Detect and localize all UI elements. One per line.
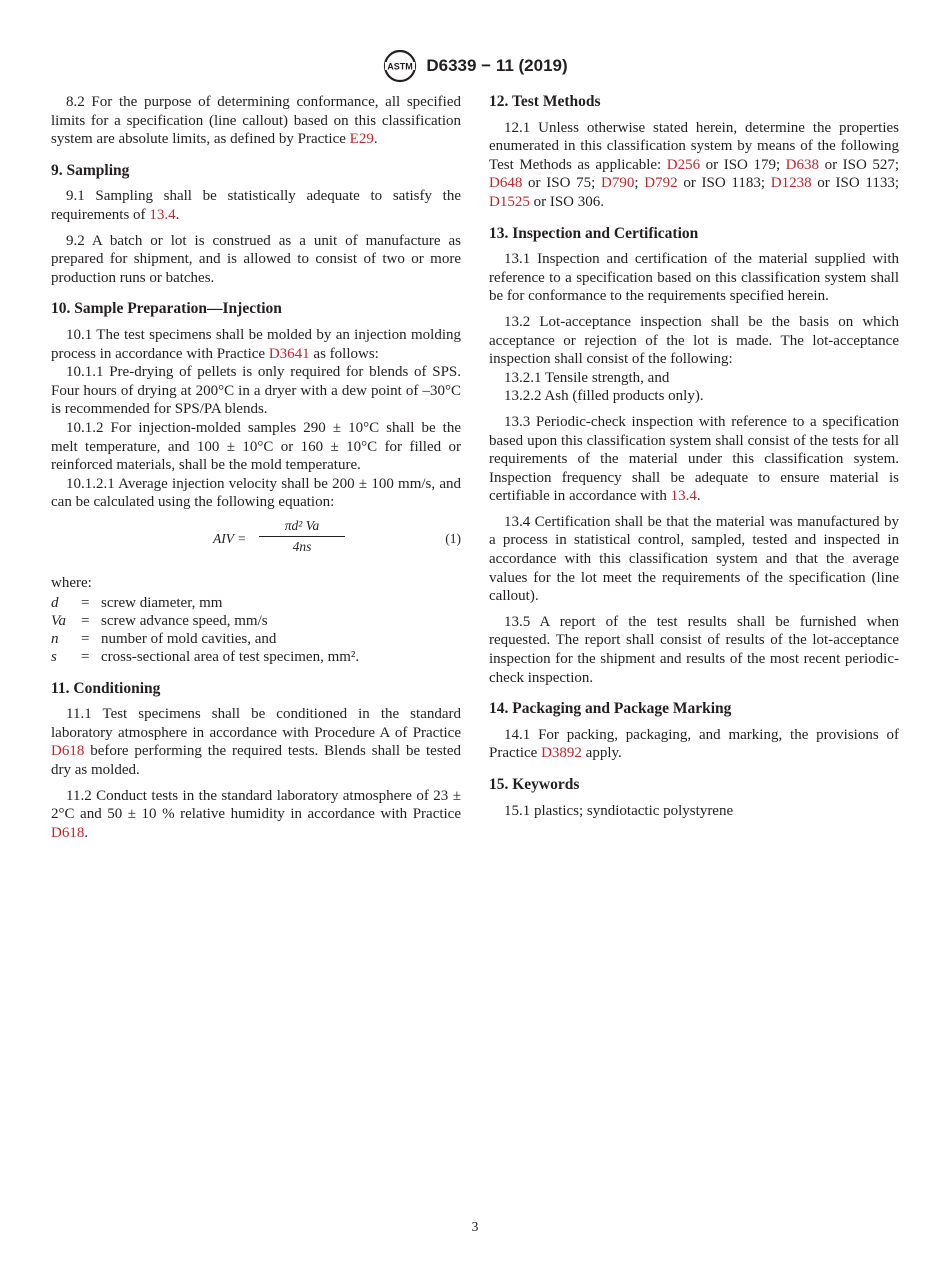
definition-row: n = number of mold cavities, and	[51, 631, 277, 648]
definition-row: Va = screw advance speed, mm/s	[51, 613, 268, 630]
paragraph-11-1: 11.1 Test specimens shall be conditioned in the standard laboratory atmosphere in accordance with Procedure A of Practice D618 before performing the required tests. Blends shall be tested dry as molded.	[51, 706, 461, 779]
ref-link-d618[interactable]: D618	[51, 824, 85, 841]
paragraph-13-2: 13.2 Lot-acceptance inspection shall be the basis on which acceptance or rejection of the lot is made. The lot-acceptance inspection shall consist of the following:	[489, 313, 899, 368]
left-column	[51, 93, 461, 842]
svg-text:ASTM: ASTM	[387, 61, 414, 72]
ref-link-d1525[interactable]: D1525	[489, 193, 530, 210]
equation-fraction	[259, 518, 345, 555]
ref-link-d3892[interactable]: D3892	[541, 745, 582, 762]
paragraph-14-1: 14.1 For packing, packaging, and marking, the provisions of Practice D3892 apply.	[489, 726, 899, 762]
paragraph-10-1-2: 10.1.2 For injection-molded samples 290 ± 10°C shall be the melt temperature, and 100 ± 10°C or 160 ± 10°C for filled or reinforced materials, shall be the mold temperature.	[51, 419, 461, 474]
paragraph-13-4: 13.4 Certification shall be that the material was manufactured by a process in statistical control, sampled, tested and inspected in accordance with this classification system and that the average values for the lot meet the requirements of the specification (line callout).	[489, 513, 899, 605]
ref-link-d618[interactable]: D618	[51, 743, 85, 760]
paragraph-8-2: 8.2 For the purpose of determining conformance, all specified limits for a specification (line callout) based on this classification system are absolute limits, as defined by Practice E29.	[51, 94, 461, 148]
ref-link-d792[interactable]: D792	[644, 175, 678, 192]
equation-numerator: πd² Va	[259, 518, 345, 537]
definition-row: s = cross-sectional area of test specimen, mm².	[51, 648, 360, 665]
paragraph-11-2: 11.2 Conduct tests in the standard laboratory atmosphere of 23 ± 2°C and 50 ± 10 % relative humidity in accordance with Practice D618.	[51, 787, 461, 841]
paragraph-13-1: 13.1 Inspection and certification of the material supplied with reference to a specification based on this classification system shall be for conformance to the requirements specified herein.	[489, 251, 899, 305]
ref-link-13-4[interactable]: 13.4	[149, 206, 176, 223]
ref-link-d638[interactable]: D638	[785, 156, 820, 173]
page-header	[0, 48, 950, 84]
ref-link-d790[interactable]: D790	[601, 175, 635, 192]
paragraph-13-5: 13.5 A report of the test results shall be furnished when requested. The report shall consist of results of the lot-acceptance inspection for the shipment and results of the most recent periodic-check inspection.	[489, 613, 899, 686]
right-column	[489, 93, 899, 820]
equation-aiv	[51, 518, 461, 566]
page-number: 3	[471, 1219, 479, 1234]
paragraph-12-1: 12.1 Unless otherwise stated herein, determine the properties enumerated in this classification system by means of the following Test Methods as applicable: D256 or ISO 179; D638 or ISO 527; D648 or ISO 75; D790; D792 or ISO 1183; D1238 or ISO 1133; D1525 or ISO 306.	[489, 119, 899, 210]
ref-link-e29[interactable]: E29	[349, 131, 374, 148]
paragraph-13-2-1: 13.2.1 Tensile strength, and	[504, 369, 670, 386]
definition-row: d = screw diameter, mm	[51, 595, 223, 612]
paragraph-10-1: 10.1 The test specimens shall be molded by an injection molding process in accordance with Practice D3641 as follows:	[51, 326, 461, 362]
ref-link-d3641[interactable]: D3641	[268, 345, 310, 362]
equation-denominator: 4ns	[292, 538, 312, 554]
ref-link-d1238[interactable]: D1238	[770, 175, 812, 192]
paragraph-13-2-2: 13.2.2 Ash (filled products only).	[504, 388, 704, 405]
paragraph-13-3: 13.3 Periodic-check inspection with reference to a specification based upon this classification system shall consist of the tests for all requirements of the material under this classification system. Inspection frequency shall be adequate to ensure material is certifiable in accordance with 13.4.	[489, 413, 899, 505]
equation-lhs: AIV =	[213, 530, 247, 546]
ref-link-d648[interactable]: D648	[489, 175, 523, 192]
ref-link-d256[interactable]: D256	[666, 156, 701, 173]
section-heading-sampling: 9. Sampling	[51, 161, 130, 179]
where-label: where:	[51, 574, 92, 591]
section-heading-inspection-certification: 13. Inspection and Certification	[489, 224, 699, 242]
paragraph-9-1: 9.1 Sampling shall be statistically adequate to satisfy the requirements of 13.4.	[51, 188, 461, 223]
paragraph-9-2: 9.2 A batch or lot is construed as a unit of manufacture as prepared for shipment, and is allowed to consist of two or more production runs or batches.	[51, 232, 461, 286]
ref-link-13-4[interactable]: 13.4	[670, 488, 697, 505]
section-heading-conditioning: 11. Conditioning	[51, 679, 161, 697]
section-heading-test-methods: 12. Test Methods	[489, 93, 601, 110]
equation-number: (1)	[445, 530, 461, 546]
astm-logo-icon	[382, 48, 418, 84]
paragraph-10-1-1: 10.1.1 Pre-drying of pellets is only required for blends of SPS. Four hours of drying at 200°C in a dryer with a dew point of –30°C is recommended for SPS/PA blends.	[51, 364, 461, 418]
paragraph-15-1: 15.1 plastics; syndiotactic polystyrene	[504, 802, 734, 819]
section-heading-keywords: 15. Keywords	[489, 776, 580, 793]
section-heading-sample-preparation: 10. Sample Preparation—Injection	[51, 300, 282, 318]
paragraph-10-1-2-1: 10.1.2.1 Average injection velocity shall be 200 ± 100 mm/s, and can be calculated using the following equation:	[51, 475, 461, 511]
variable-definitions	[51, 595, 359, 666]
section-heading-packaging: 14. Packaging and Package Marking	[489, 700, 732, 718]
document-designation: D6339 − 11 (2019)	[426, 56, 568, 75]
